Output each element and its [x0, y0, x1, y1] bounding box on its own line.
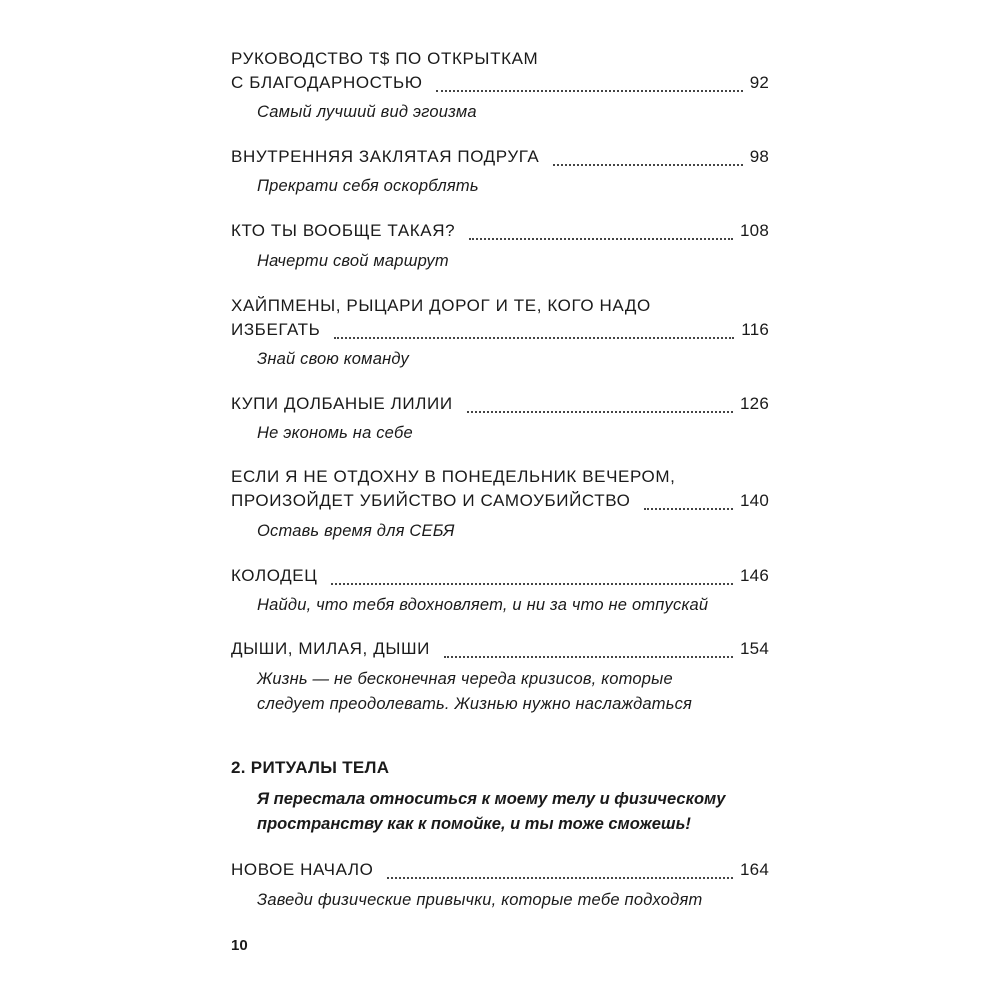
toc-entry-title-line: ЕСЛИ Я НЕ ОТДОХНУ В ПОНЕДЕЛЬНИК ВЕЧЕРОМ, [231, 467, 676, 486]
dot-leader [467, 411, 733, 413]
toc-entry-title: КТО ТЫ ВООБЩЕ ТАКАЯ? [231, 221, 456, 240]
toc-entry-subtitle: Оставь время для СЕБЯ [257, 522, 455, 540]
toc-entry-subtitle: Найди, что тебя вдохновляет, и ни за что не отпускай [257, 596, 709, 614]
dot-leader [331, 583, 733, 585]
toc-entry-subtitle: Не экономь на себе [257, 424, 413, 442]
dot-leader [644, 508, 733, 510]
toc-entry-page: 146 [740, 566, 769, 585]
dot-leader [387, 877, 733, 879]
toc-entry-title: ПРОИЗОЙДЕТ УБИЙСТВО И САМОУБИЙСТВО [231, 491, 631, 510]
toc-entry-subtitle: следует преодолевать. Жизнью нужно наслаждаться [257, 695, 693, 713]
toc-entry-subtitle: Самый лучший вид эгоизма [257, 103, 477, 121]
toc-entry-title-line: ХАЙПМЕНЫ, РЫЦАРИ ДОРОГ И ТЕ, КОГО НАДО [231, 296, 651, 315]
dot-leader [334, 337, 734, 339]
toc-entry-page: 126 [740, 394, 769, 413]
toc-entry-page: 108 [740, 221, 769, 240]
toc-entry-page: 140 [740, 491, 769, 510]
toc-entry [231, 491, 769, 517]
toc-entry-page: 164 [740, 860, 769, 879]
toc-entry [231, 221, 769, 247]
dot-leader [436, 90, 742, 92]
toc-entry [231, 73, 769, 99]
toc-entry-title: ДЫШИ, МИЛАЯ, ДЫШИ [231, 639, 430, 658]
toc-entry-title: НОВОЕ НАЧАЛО [231, 860, 374, 879]
dot-leader [469, 238, 733, 240]
toc-entry-page: 116 [741, 320, 769, 339]
toc-entry [231, 639, 769, 665]
section-description-line: Я перестала относиться к моему телу и физическому [257, 790, 726, 808]
section-description-line: пространству как к помойке, и ты тоже сможешь! [257, 815, 691, 833]
toc-entry-page: 154 [740, 639, 769, 658]
toc-entry-title: КУПИ ДОЛБАНЫЕ ЛИЛИИ [231, 394, 453, 413]
toc-entry-title-line: РУКОВОДСТВО T$ ПО ОТКРЫТКАМ [231, 49, 539, 68]
toc-entry [231, 147, 769, 173]
toc-entry-page: 98 [749, 147, 769, 166]
toc-entry-title: ВНУТРЕННЯЯ ЗАКЛЯТАЯ ПОДРУГА [231, 147, 540, 166]
toc-entry-title: КОЛОДЕЦ [231, 566, 318, 585]
page-number: 10 [231, 937, 248, 954]
toc-entry [231, 566, 769, 592]
toc-entry-subtitle: Заведи физические привычки, которые тебе подходят [257, 891, 703, 909]
toc-entry-title: С БЛАГОДАРНОСТЬЮ [231, 73, 423, 92]
section-title: 2. РИТУАЛЫ ТЕЛА [231, 758, 390, 777]
toc-entry [231, 394, 769, 420]
toc-entry-subtitle: Знай свою команду [257, 350, 409, 368]
dot-leader [444, 656, 733, 658]
toc-entry-subtitle-line: Жизнь — не бесконечная череда кризисов, которые [257, 670, 673, 688]
toc-entry-page: 92 [749, 73, 769, 92]
toc-entry-subtitle: Начерти свой маршрут [257, 252, 449, 270]
toc-entry [231, 860, 769, 886]
toc-entry [231, 320, 769, 346]
toc-entry-subtitle: Прекрати себя оскорблять [257, 177, 479, 195]
dot-leader [553, 164, 742, 166]
toc-entry-title: ИЗБЕГАТЬ [231, 320, 321, 339]
